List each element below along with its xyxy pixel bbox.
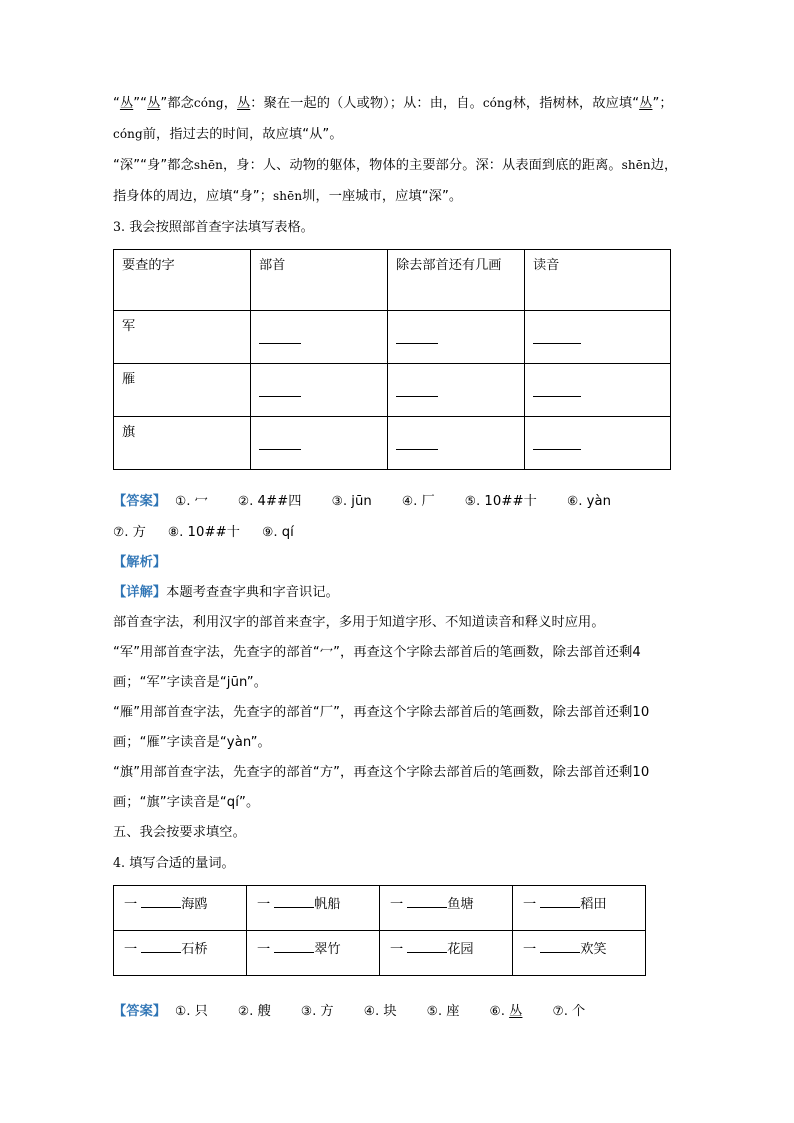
measure-word-cell[interactable] (247, 931, 380, 976)
answer-marker: ②. (237, 1003, 258, 1018)
numeral-yi: 一 (124, 942, 138, 957)
underlined-char: 丛 (236, 96, 251, 111)
answer-marker: ③. (300, 1003, 321, 1018)
cell-strokes-blank-2[interactable] (388, 364, 525, 417)
numeral-yi: 一 (390, 897, 404, 912)
question-3-detail-line-1: 部首查字法，利用汉字的部首来查字，多用于知道字形、不知道读音和释义时应用。 (113, 615, 605, 630)
answer-value: 个 (572, 1004, 586, 1019)
question-3-detail-line-2: “军”用部首查字法，先查字的部首“冖”，再查这个字除去部首后的笔画数，除去部首还剩4画；“军”字读音是“jūn”。 (113, 645, 641, 690)
answer-value: yàn (586, 494, 612, 509)
question-3-prompt (113, 212, 681, 243)
text-run: 前，指过去的时间，故应填“从”。 (142, 127, 343, 142)
answer-value: 10##十 (187, 525, 241, 540)
pinyin-run: cóng (482, 96, 513, 110)
answer-item (402, 486, 435, 517)
text-run: “ (113, 96, 120, 111)
answer-marker: ②. (237, 493, 258, 508)
noun-word: 稻田 (580, 897, 607, 912)
answer-marker: ⑦. (552, 1003, 573, 1018)
cell-radical-blank-2[interactable] (251, 364, 388, 417)
table-row (114, 886, 646, 931)
text-run: ”都念 (160, 96, 194, 111)
text-run: ”； (652, 96, 673, 111)
measure-word-cell[interactable] (513, 886, 646, 931)
table-row (114, 931, 646, 976)
answer-item (427, 996, 460, 1027)
measure-word-table (113, 885, 646, 976)
answer-item (364, 996, 397, 1027)
question-4-number: 4. (113, 855, 126, 870)
answer-blank[interactable] (533, 329, 581, 344)
column-header-char: 要查的字 (114, 250, 251, 311)
measure-word-cell[interactable] (114, 886, 247, 931)
answer-label: 【答案】 (113, 494, 167, 509)
answer-marker: ④. (363, 1003, 384, 1018)
answer-blank[interactable] (274, 939, 314, 953)
answer-marker: ⑧. (167, 524, 188, 539)
answer-marker: ④. (401, 493, 422, 508)
answer-value: 厂 (421, 494, 435, 509)
answer-item (175, 486, 208, 517)
answer-value: 4##四 (257, 494, 302, 509)
cell-radical-blank-3[interactable] (251, 417, 388, 470)
column-header-strokes: 除去部首还有几画 (388, 250, 525, 311)
answer-blank[interactable] (274, 894, 314, 908)
answer-marker: ⑥. (489, 1003, 510, 1018)
answer-blank[interactable] (540, 939, 580, 953)
cell-char-jun: 军 (114, 311, 251, 364)
answer-marker: ⑨. (262, 524, 282, 539)
section-5-heading: 五、我会按要求填空。 (113, 825, 246, 840)
underlined-char: 丛 (639, 96, 653, 111)
cell-strokes-blank-3[interactable] (388, 417, 525, 470)
answer-blank[interactable] (259, 382, 301, 397)
text-run: 林，指树林，故应填“ (512, 96, 640, 111)
answer-value: 10##十 (484, 494, 537, 509)
paragraph-cong (113, 88, 681, 150)
question-3-detail-line-4: “旗”用部首查字法，先查字的部首“方”，再查这个字除去部首后的笔画数，除去部首还剩10画；“旗”字读音是“qí”。 (113, 765, 650, 810)
measure-word-cell[interactable] (247, 886, 380, 931)
radical-lookup-table (113, 249, 671, 470)
text-run: 边，指身体的周边，应填“身”； (113, 158, 678, 204)
answer-marker: ⑤. (426, 1003, 447, 1018)
paragraph-shen (113, 150, 681, 212)
answer-marker: ⑤. (464, 493, 485, 508)
answer-blank[interactable] (141, 894, 181, 908)
numeral-yi: 一 (523, 942, 537, 957)
answer-item (113, 517, 146, 548)
question-3-answer-line-2 (113, 517, 681, 548)
noun-word: 花园 (447, 942, 474, 957)
answer-marker: ③. (331, 493, 352, 508)
answer-value: jūn (351, 494, 372, 509)
underlined-char: 丛 (147, 96, 161, 111)
answer-value: 艘 (257, 1004, 271, 1019)
numeral-yi: 一 (390, 942, 404, 957)
column-header-radical: 部首 (251, 250, 388, 311)
measure-word-cell[interactable] (513, 931, 646, 976)
numeral-yi: 一 (257, 942, 271, 957)
text-run: “深”“身”都念 (113, 158, 194, 173)
answer-blank[interactable] (396, 435, 438, 450)
text-run: ”“ (133, 96, 148, 111)
answer-label: 【答案】 (113, 1004, 167, 1019)
question-3-detail-line-0 (113, 578, 681, 608)
answer-blank[interactable] (407, 894, 447, 908)
answer-item (238, 486, 302, 517)
answer-value: 冖 (194, 494, 208, 509)
detail-label: 【详解】 (113, 585, 167, 600)
question-3-detail-line-3: “雁”用部首查字法，先查字的部首“厂”，再查这个字除去部首后的笔画数，除去部首还剩10画；“雁”字读音是“yàn”。 (113, 705, 650, 750)
answer-marker: ①. (175, 1003, 195, 1018)
question-3-text: 我会按照部首查字法填写表格。 (129, 220, 314, 235)
noun-word: 鱼塘 (447, 897, 474, 912)
numeral-yi: 一 (124, 897, 138, 912)
cell-char-yan: 雁 (114, 364, 251, 417)
pinyin-run: cóng (113, 127, 143, 141)
cell-pinyin-blank-2[interactable] (525, 364, 671, 417)
noun-word: 石桥 (181, 942, 208, 957)
answer-value: 只 (194, 1004, 208, 1019)
cell-radical-blank-1[interactable] (251, 311, 388, 364)
answer-blank[interactable] (533, 435, 581, 450)
answer-item (332, 486, 372, 517)
text-run: ， (223, 96, 237, 111)
table-row (114, 311, 671, 364)
answer-item (490, 996, 523, 1027)
answer-item (301, 996, 334, 1027)
question-3-number: 3. (113, 219, 126, 234)
answer-item (552, 996, 585, 1027)
pinyin-run: cóng (193, 96, 224, 110)
question-4-text: 填写合适的量词。 (129, 856, 235, 871)
table-row (114, 417, 671, 470)
question-3-answer-line-1 (113, 486, 681, 517)
answer-blank[interactable] (396, 329, 438, 344)
question-4-answer-line (113, 996, 681, 1027)
cell-strokes-blank-1[interactable] (388, 311, 525, 364)
table-row (114, 364, 671, 417)
answer-blank[interactable] (259, 329, 301, 344)
answer-value: 块 (383, 1004, 397, 1019)
pinyin-run: shēn (621, 158, 651, 172)
question-3-analysis-label-line (113, 548, 681, 578)
answer-blank[interactable] (141, 939, 181, 953)
answer-value: 方 (132, 525, 146, 540)
detail-text-0: 本题考查查字典和字音识记。 (166, 585, 339, 600)
answer-item (238, 996, 271, 1027)
text-run: ：聚在一起的（人或物）；从：由，自。 (250, 96, 483, 111)
text-run: 圳，一座城市，应填“深”。 (302, 189, 463, 204)
noun-word: 海鸥 (181, 897, 208, 912)
noun-word: 帆船 (314, 897, 341, 912)
table-header-row (114, 250, 671, 311)
answer-blank[interactable] (396, 382, 438, 397)
column-header-pinyin: 读音 (525, 250, 671, 311)
answer-value: qí (281, 525, 294, 540)
answer-value: 丛 (509, 1004, 523, 1019)
pinyin-run: shēn (273, 189, 303, 203)
answer-value: 方 (320, 1004, 334, 1019)
answer-item (175, 996, 208, 1027)
numeral-yi: 一 (523, 897, 537, 912)
pinyin-run: shēn (193, 158, 224, 172)
answer-blank[interactable] (533, 382, 581, 397)
cell-pinyin-blank-3[interactable] (525, 417, 671, 470)
analysis-label: 【解析】 (113, 555, 167, 570)
noun-word: 翠竹 (314, 942, 341, 957)
measure-word-cell[interactable] (114, 931, 247, 976)
cell-pinyin-blank-1[interactable] (525, 311, 671, 364)
answer-item (567, 486, 611, 517)
noun-word: 欢笑 (580, 942, 607, 957)
measure-word-cell[interactable] (380, 931, 513, 976)
underlined-char: 丛 (119, 96, 134, 111)
answer-value: 座 (446, 1004, 460, 1019)
answer-item (465, 486, 537, 517)
answer-item (262, 517, 294, 548)
question-4-prompt (113, 848, 681, 879)
answer-blank[interactable] (407, 939, 447, 953)
answer-marker: ⑥. (566, 493, 587, 508)
measure-word-cell[interactable] (380, 886, 513, 931)
answer-marker: ①. (175, 493, 195, 508)
answer-blank[interactable] (259, 435, 301, 450)
answer-item (168, 517, 240, 548)
text-run: ，身：人、动物的躯体，物体的主要部分。深：从表面到底的距离。 (223, 158, 622, 173)
cell-char-qi: 旗 (114, 417, 251, 470)
answer-blank[interactable] (540, 894, 580, 908)
answer-marker: ⑦. (113, 524, 133, 539)
numeral-yi: 一 (257, 897, 271, 912)
